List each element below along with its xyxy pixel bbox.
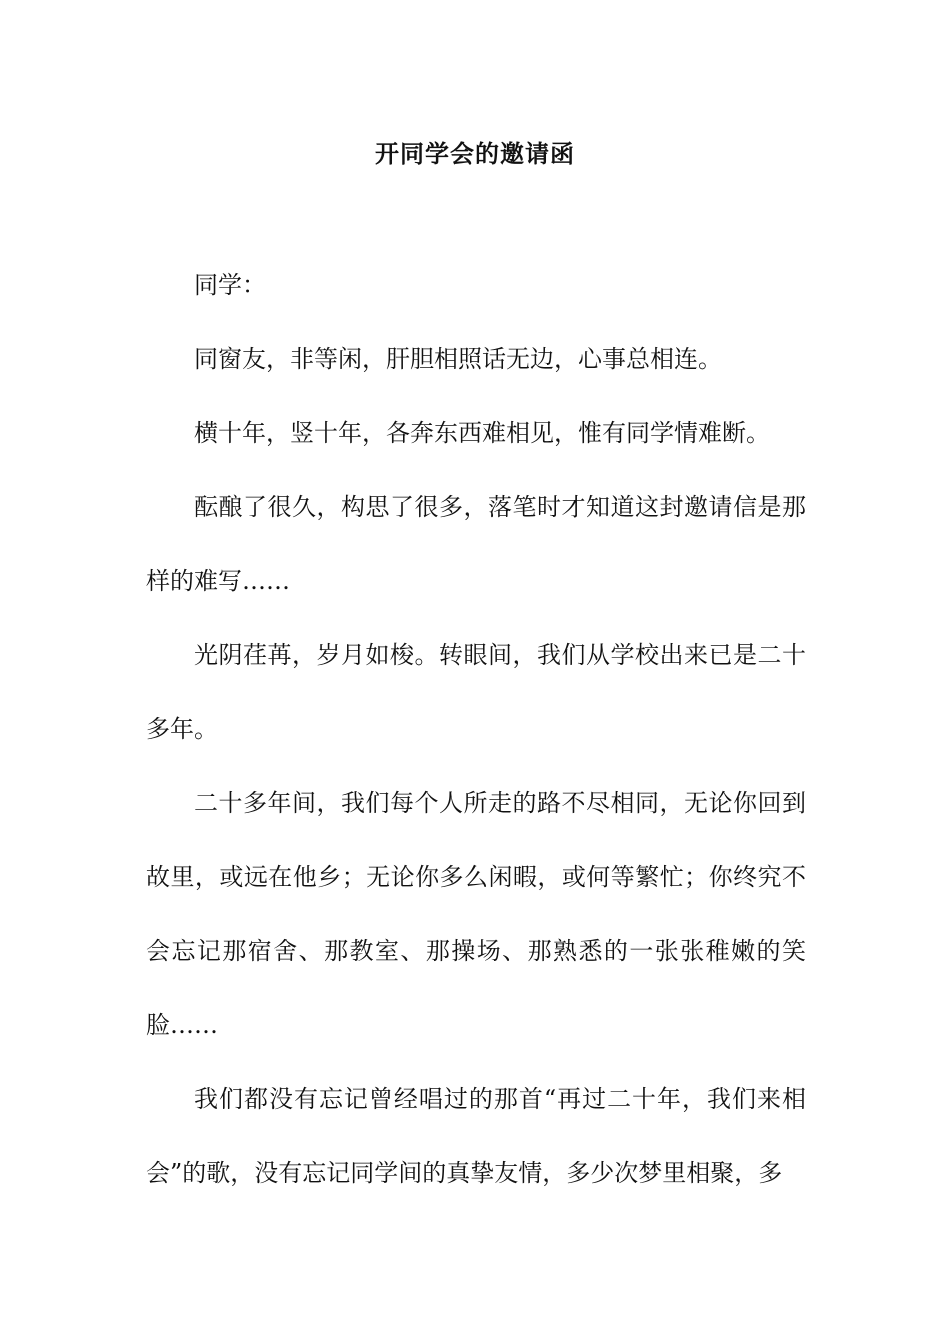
paragraph: 光阴荏苒，岁月如梭。转眼间，我们从学校出来已是二十多年。 (146, 641, 806, 743)
document-title: 开同学会的邀请函 (375, 139, 575, 168)
paragraph: 横十年，竖十年，各奔东西难相见，惟有同学情难断。 (194, 419, 770, 447)
document-body (146, 248, 806, 1210)
paragraph: 我们都没有忘记曾经唱过的那首“再过二十年，我们来相会”的歌，没有忘记同学间的真挚友情，多少次梦里相聚，多 (146, 1085, 806, 1187)
paragraph: 酝酿了很久，构思了很多，落笔时才知道这封邀请信是那样的难写…… (146, 493, 806, 595)
salutation: 同学： (194, 271, 266, 299)
paragraph: 二十多年间，我们每个人所走的路不尽相同，无论你回到故里，或远在他乡；无论你多么闲暇，或何等繁忙；你终究不会忘记那宿舍、那教室、那操场、那熟悉的一张张稚嫩的笑脸…… (146, 789, 806, 1039)
paragraph: 同窗友，非等闲，肝胆相照话无边，心事总相连。 (194, 345, 722, 373)
